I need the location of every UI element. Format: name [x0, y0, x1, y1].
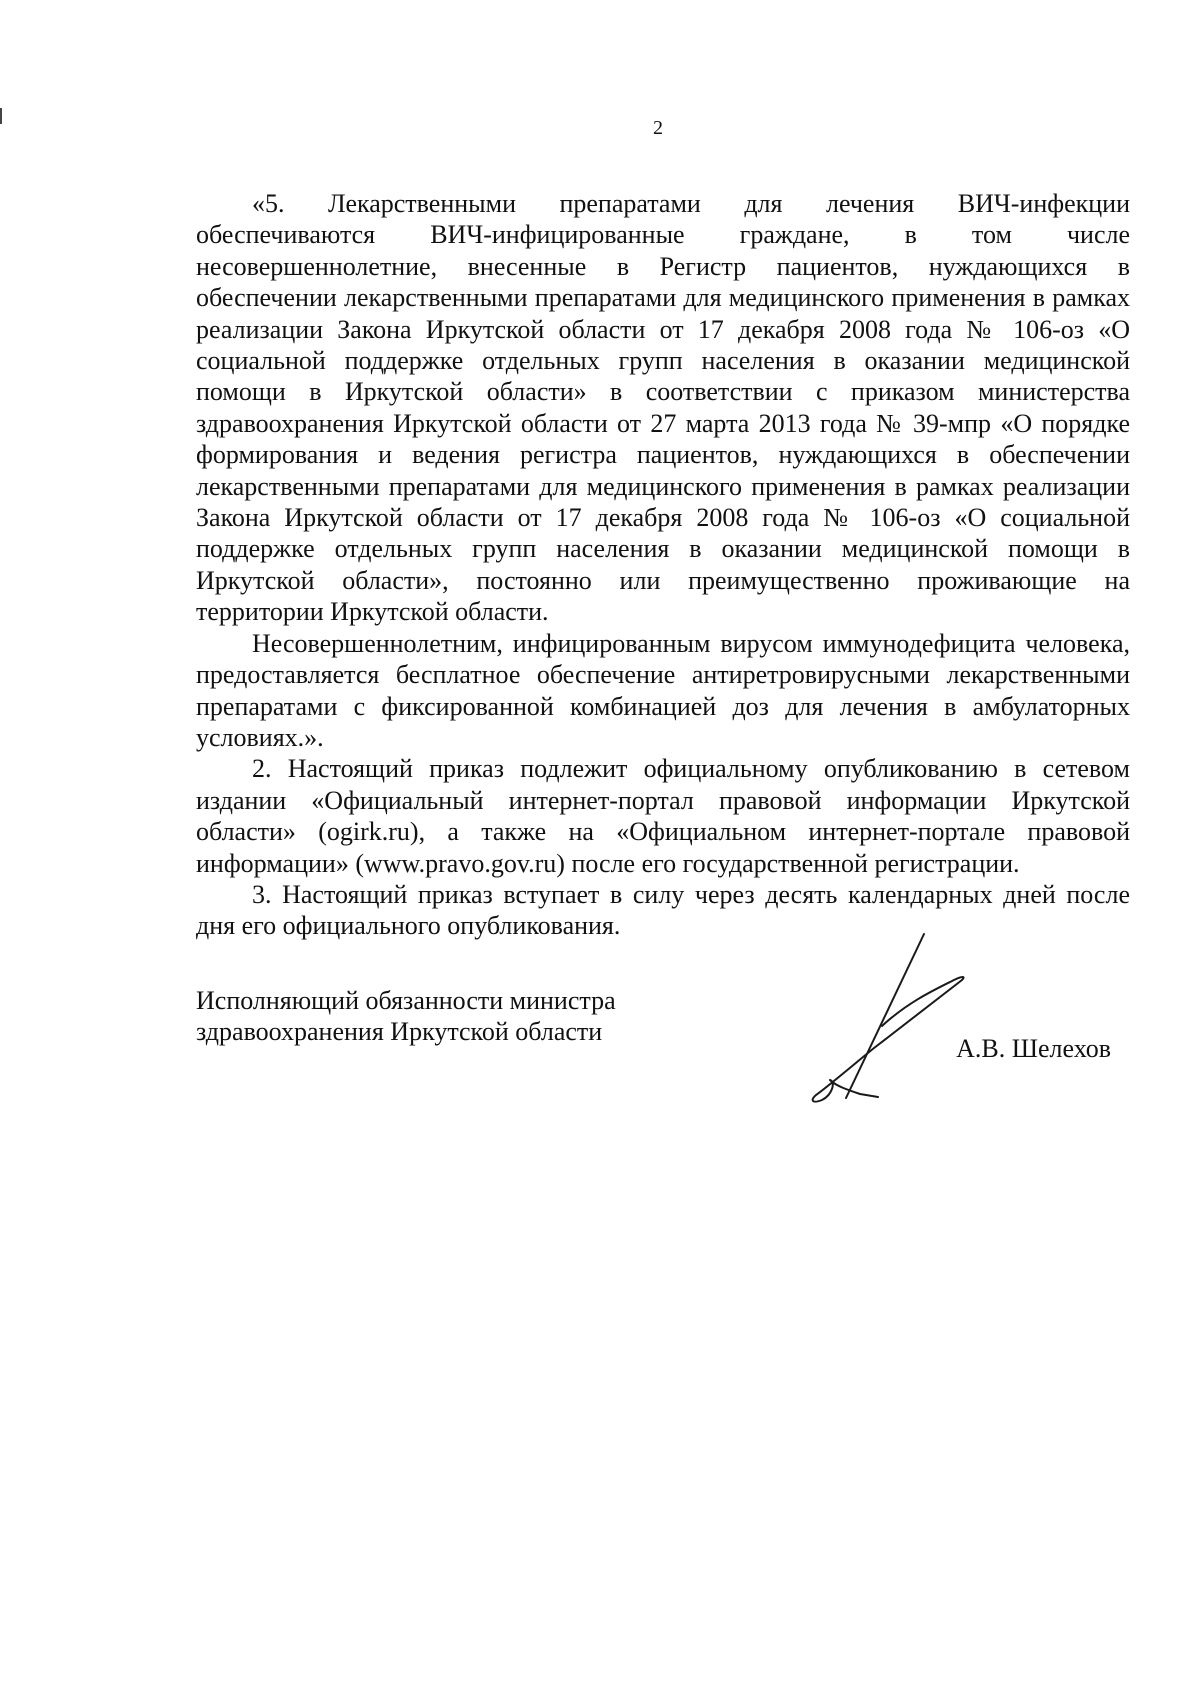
signer-name: А.В. Шелехов — [956, 1034, 1111, 1063]
signer-position-line-2: здравоохранения Иркутской области — [196, 1017, 603, 1047]
paragraph-point-2: 2. Настоящий приказ подлежит официальному опубликованию в сетевом издании «Официальный интернет-портал правовой информации Иркутской области» (ogirk.ru), а также на «Официальном интернет-портале правовой информации» (www.pravo.gov.ru) после его государственной регистрации. — [196, 754, 1130, 878]
signer-position-line-1: Исполняющий обязанности министра — [196, 986, 616, 1015]
document-body — [196, 188, 1130, 942]
paragraph-point-5: «5. Лекарственными препаратами для лечения ВИЧ-инфекции обеспечиваются ВИЧ-инфицированные граждане, в том числе несовершеннолетние, внесенные в Регистр пациентов, нуждающихся в обеспечении лекарственными препаратами для медицинского применения в рамках реализации Закона Иркутской области от 17 декабря 2008 года № 106-оз «О социальной поддержке отдельных групп населения в оказании медицинской помощи в Иркутской области» в соответствии с приказом министерства здравоохранения Иркутской области от 27 марта 2013 года № 39-мпр «О порядке формирования и ведения регистра пациентов, нуждающихся в обеспечении лекарственными препаратами для медицинского применения в рамках реализации Закона Иркутской области от 17 декабря 2008 года № 106-оз «О социальной поддержке отдельных групп населения в оказании медицинской помощи в Иркутской области», постоянно или преимущественно проживающие на территории Иркутской области. — [196, 189, 1130, 627]
handwritten-signature — [804, 930, 984, 1105]
signature-block — [196, 985, 1130, 1135]
page-number: 2 — [653, 117, 663, 139]
paragraph-point-3: 3. Настоящий приказ вступает в силу через десять календарных дней после дня его официального опубликования. — [196, 879, 1130, 941]
signer-position — [196, 985, 616, 1048]
paragraph-minors: Несовершеннолетним, инфицированным вирусом иммунодефицита человека, предоставляется бесплатное обеспечение антиретровирусными лекарственными препаратами с фиксированной комбинацией доз для лечения в амбулаторных условиях.». — [196, 628, 1130, 752]
